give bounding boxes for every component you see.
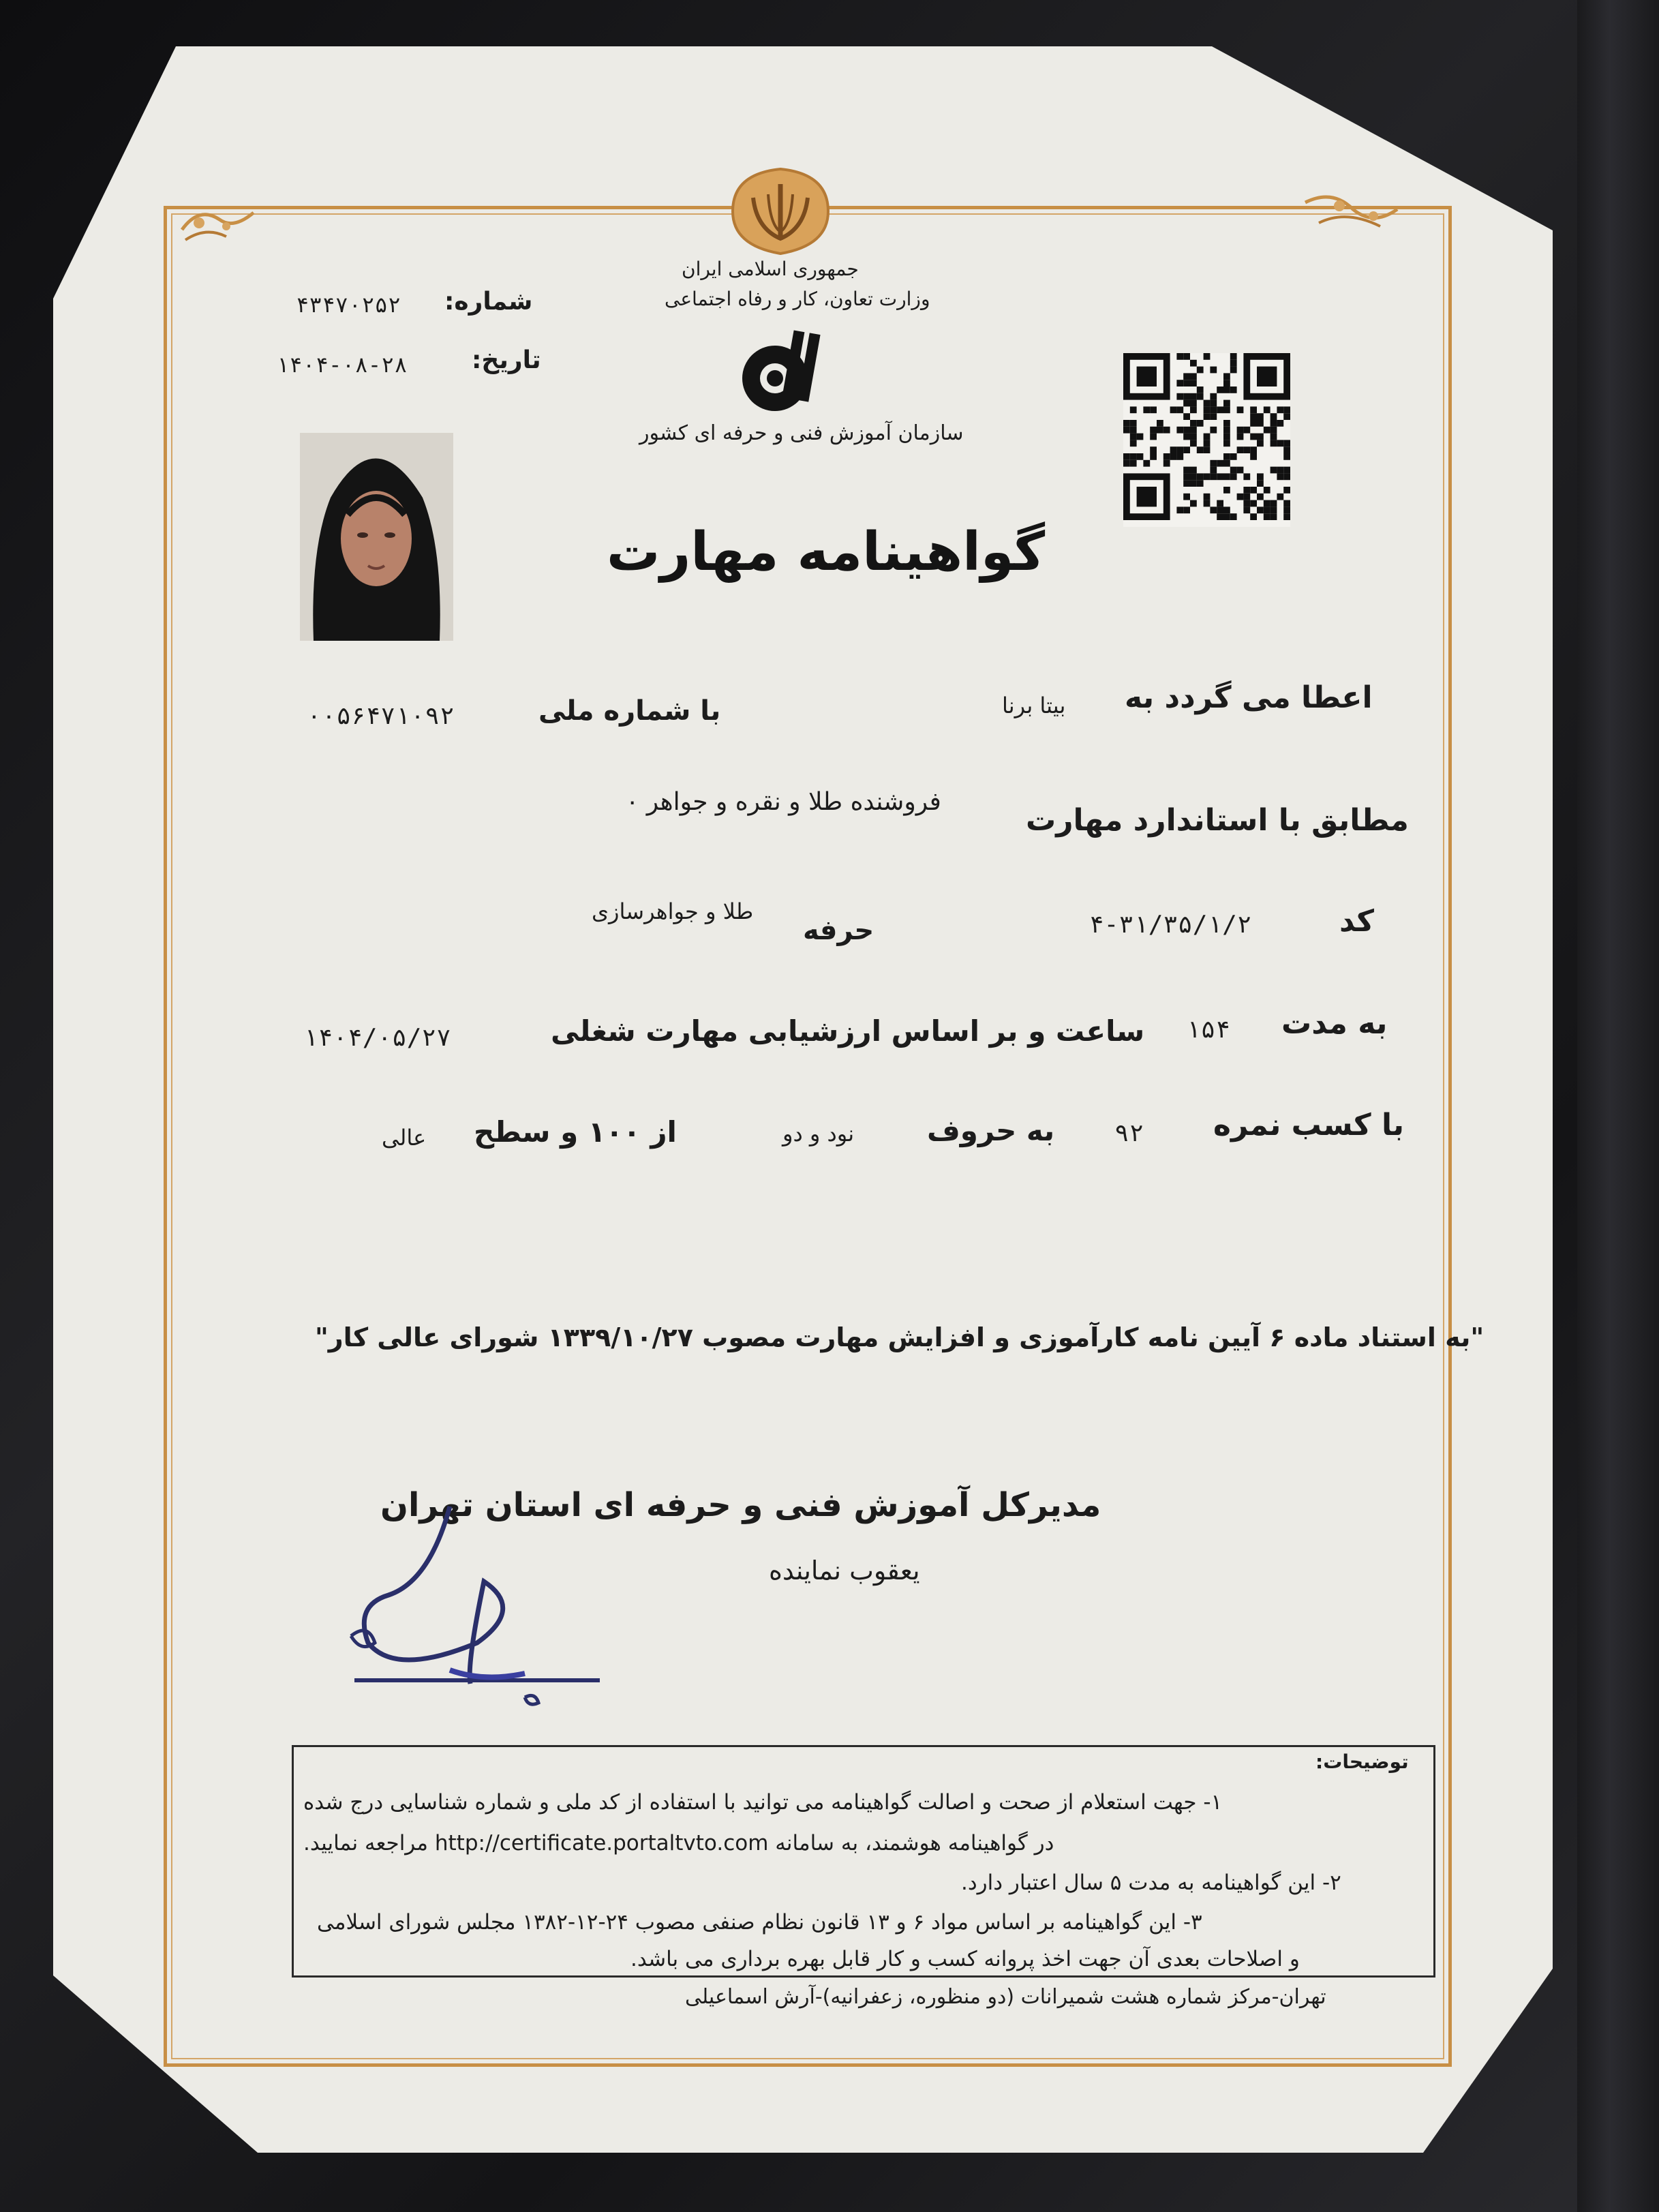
ornament-top-right-icon	[1298, 185, 1401, 247]
number-value: ۴۳۴۷۰۲۵۲	[296, 292, 401, 318]
holder-photo	[300, 433, 453, 641]
signature-image	[327, 1500, 613, 1718]
notes-line-1: ۱- جهت استعلام از صحت و اصالت گواهینامه می توانید با استفاده از کد ملی و شماره شناسایی درج شده	[303, 1790, 1223, 1815]
level-value: عالی	[382, 1125, 427, 1151]
organization-text: سازمان آموزش فنی و حرفه ای کشور	[639, 421, 964, 445]
duration-label: به مدت	[1281, 1006, 1388, 1041]
score-label: با کسب نمره	[1213, 1108, 1404, 1142]
standard-label: مطابق با استاندارد مهارت	[1026, 803, 1409, 838]
certificate-title: گواهینامه مهارت	[607, 521, 1046, 583]
code-value: ۴-۳۱/۳۵/۱/۲	[1089, 911, 1252, 939]
trade-value: طلا و جواهرسازی	[592, 898, 754, 924]
letters-label: به حروف	[927, 1114, 1055, 1147]
ministry-text: وزارت تعاون، کار و رفاه اجتماعی	[665, 288, 930, 310]
number-label: شماره:	[444, 288, 533, 316]
signatory-name: یعقوب نماینده	[769, 1556, 920, 1586]
qr-code[interactable]	[1123, 353, 1290, 527]
issuing-center: تهران-مرکز شماره هشت شمیرانات (دو منظوره، زعفرانیه)-آرش اسماعیلی	[685, 1985, 1326, 2009]
republic-text: جمهوری اسلامی ایران	[682, 258, 859, 280]
issued-to-value: بیتا برنا	[1002, 693, 1066, 718]
trade-label: حرفه	[803, 915, 874, 946]
assessment-label: ساعت و بر اساس ارزشیابی مهارت شغلی	[551, 1014, 1145, 1048]
legal-basis: "به استناد ماده ۶ آیین نامه کارآموزی و افزایش مهارت مصوب ۱۳۳۹/۱۰/۲۷ شورای عالی کار"	[315, 1322, 1485, 1352]
frame-edge	[1577, 0, 1659, 2212]
notes-line-4: ۳- این گواهینامه بر اساس مواد ۶ و ۱۳ قانون نظام صنفی مصوب ۲۴-۱۲-۱۳۸۲ مجلس شورای اسلامی	[317, 1910, 1202, 1935]
date-value: ۱۴۰۴-۰۸-۲۸	[276, 352, 408, 378]
duration-value: ۱۵۴	[1186, 1016, 1231, 1044]
letters-value: نود و دو	[782, 1121, 855, 1147]
notes-line-3: ۲- این گواهینامه به مدت ۵ سال اعتبار دارد.	[961, 1870, 1341, 1895]
tvto-logo-icon	[733, 324, 835, 419]
code-label: کد	[1339, 904, 1375, 939]
issued-to-label: اعطا می گردد به	[1125, 680, 1373, 715]
level-label: از ۱۰۰ و سطح	[474, 1115, 677, 1149]
assessment-date: ۱۴۰۴/۰۵/۲۷	[303, 1024, 451, 1052]
notes-line-5: و اصلاحات بعدی آن جهت اخذ پروانه کسب و کار قابل بهره برداری می باشد.	[630, 1947, 1300, 1971]
signatory-title: مدیرکل آموزش فنی و حرفه ای استان تهران	[380, 1486, 1101, 1524]
iran-emblem-icon	[726, 164, 835, 259]
standard-value: فروشنده طلا و نقره و جواهر ۰	[626, 788, 941, 816]
score-value: ۹۲	[1114, 1119, 1144, 1147]
notes-line-2: در گواهینامه هوشمند، به سامانه http://certificate.portaltvto.com مراجعه نمایید.	[303, 1831, 1054, 1855]
ornament-top-left-icon	[179, 199, 260, 260]
national-id-value: ۰۰۵۶۴۷۱۰۹۲	[307, 702, 455, 730]
date-label: تاریخ:	[472, 346, 541, 374]
national-id-label: با شماره ملی	[538, 695, 721, 727]
notes-heading: توضیحات:	[1315, 1751, 1409, 1773]
notes-box	[292, 1745, 1435, 1978]
